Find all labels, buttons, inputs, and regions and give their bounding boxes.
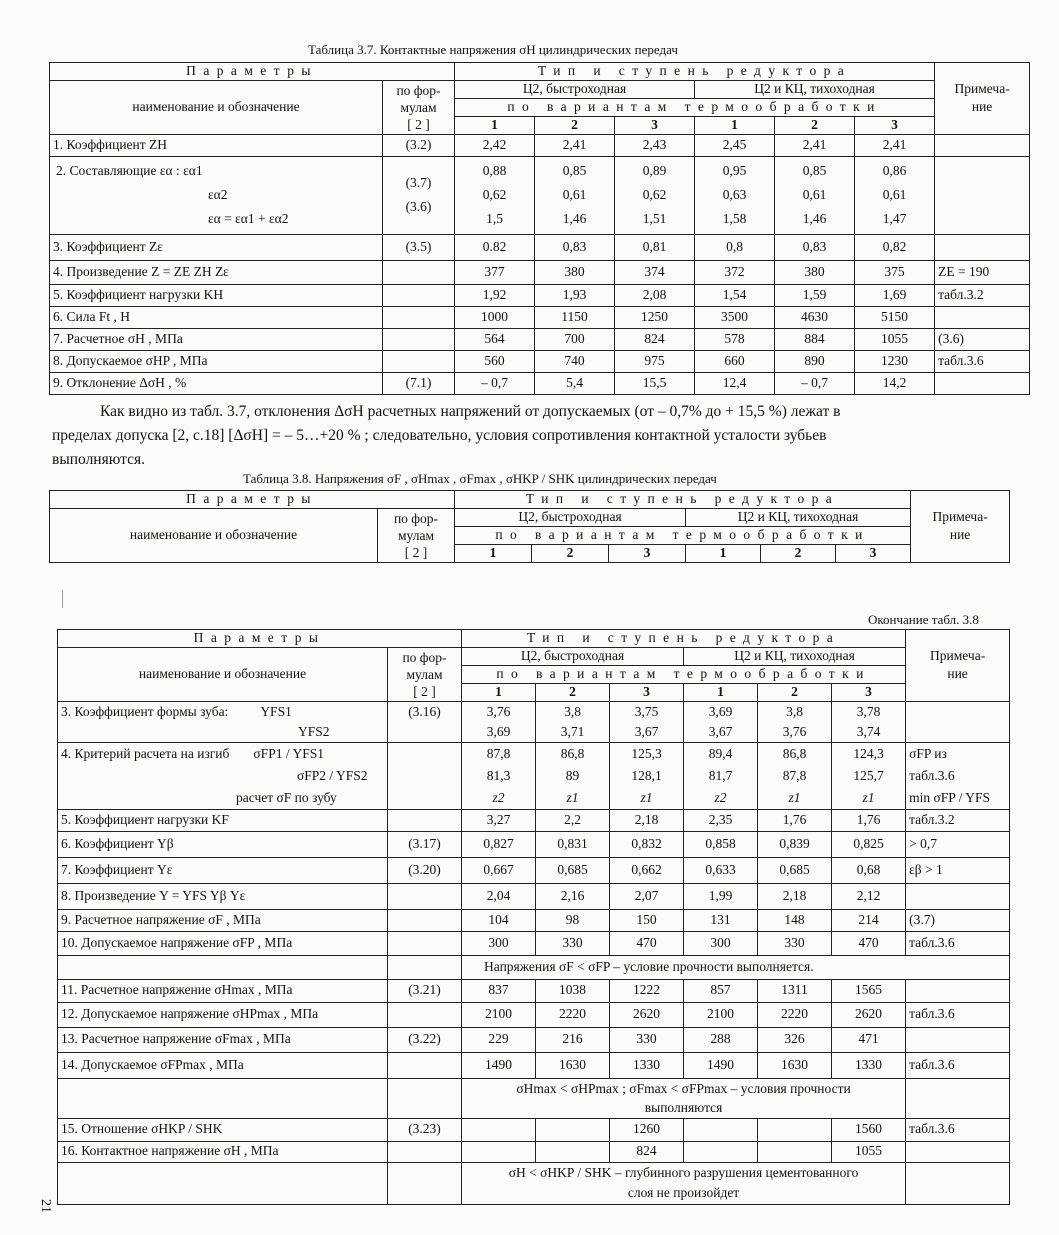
table-row: 6. Сила Ft , Н 1000 1150 1250 3500 4630 5150 [50, 306, 1030, 328]
table-row: 4. Произведение Z = ZE ZH Zε 377 380 374 372 380 375 ZE = 190 [50, 260, 1030, 284]
header-num: 2 [761, 544, 836, 562]
table-row: 10. Допускаемое напряжение σFP , МПа 300 330 470 300 330 470 табл.3.6 [58, 931, 1010, 955]
header-num: 3 [609, 544, 686, 562]
header-name: наименование и обозначение [50, 508, 378, 562]
table-row: 16. Контактное напряжение σH , МПа 824 1055 [58, 1141, 1010, 1162]
table-row: 12. Допускаемое напряжение σHPmax , МПа 2100 2220 2620 2100 2220 2620 табл.3.6 [58, 1002, 1010, 1027]
header-name: наименование и обозначение [58, 647, 388, 701]
header-fast: Ц2, быстроходная [462, 647, 684, 665]
table-row: 9. Расчетное напряжение σF , МПа 104 98 150 131 148 214 (3.7) [58, 909, 1010, 931]
table-row: 8. Допускаемое σHP , МПа 560 740 975 660 890 1230 табл.3.6 [50, 350, 1030, 372]
header-variants: по вариантам термообработки [455, 98, 935, 116]
table-row [58, 1162, 1010, 1204]
table-3-8-continuation-caption: Окончание табл. 3.8 [868, 612, 979, 627]
header-fast: Ц2, быстроходная [455, 508, 686, 526]
table-row: 4. Критерий расчета на изгиб σFP1 / YFS1 σFP2 / YFS2 расчет σF по зубу 87,8 81,3 z2 86,8 89 z1 125,3 128,1 z1 89,4 81,7 z2 86,8 87,8 z1 124,3 125,7 z1 σFP из табл.3.6 min σFP / YFS [58, 742, 1010, 809]
table-3-8-header [49, 490, 1010, 563]
table-row: 9. Отклонение ΔσH , % (7.1) – 0,7 5,4 15,5 12,4 – 0,7 14,2 [50, 372, 1030, 394]
header-slow: Ц2 и КЦ, тихоходная [684, 647, 906, 665]
header-num: 1 [684, 683, 758, 701]
header-num: 2 [536, 683, 610, 701]
header-slow: Ц2 и КЦ, тихоходная [686, 508, 911, 526]
table-row: 14. Допускаемое σFPmax , МПа 1490 1630 1330 1490 1630 1330 табл.3.6 [58, 1052, 1010, 1078]
table-row: 7. Расчетное σH , МПа 564 700 824 578 884 1055 (3.6) [50, 328, 1030, 350]
header-variants: по вариантам термообработки [462, 665, 906, 683]
table-row: 3. Коэффициент формы зуба: YFS1 YFS2 (3.16) 3,76 3,69 3,8 3,71 3,75 3,67 3,69 3,67 3,8 3,76 3,78 3,74 [58, 701, 1010, 742]
header-formula: по фор- мулам [ 2 ] [383, 80, 455, 134]
merged-note: σH < σHKP / SHK – глубинного разрушения цементованного слоя не произойдет [462, 1162, 906, 1204]
header-formula: по фор- мулам [ 2 ] [388, 647, 462, 701]
table-row: 8. Произведение Y = YFS Yβ Yε 2,04 2,16 2,07 1,99 2,18 2,12 [58, 883, 1010, 909]
header-type: Тип и ступень редуктора [455, 491, 911, 509]
header-num: 2 [775, 116, 855, 134]
table-row [58, 1078, 1010, 1118]
header-note: Примеча- ние [906, 630, 1010, 702]
table-row: 13. Расчетное напряжение σFmax , МПа (3.22) 229 216 330 288 326 471 [58, 1027, 1010, 1052]
header-num: 2 [532, 544, 609, 562]
table-3-7-caption: Таблица 3.7. Контактные напряжения σH цилиндрических передач [308, 42, 678, 57]
scan-mark [62, 590, 63, 608]
header-fast: Ц2, быстроходная [455, 80, 695, 98]
table-row: 3. Коэффициент Zε (3.5) 0.82 0,83 0,81 0,8 0,83 0,82 [50, 234, 1030, 260]
header-num: 3 [832, 683, 906, 701]
header-num: 1 [455, 116, 535, 134]
merged-note: Напряжения σF < σFP – условие прочности выполняется. [462, 955, 1010, 979]
header-name: наименование и обозначение [50, 80, 383, 134]
header-formula: по фор- мулам [ 2 ] [378, 508, 455, 562]
header-note: Примеча- ние [911, 491, 1010, 563]
merged-note: σHmax < σHPmax ; σFmax < σFPmax – условия прочности выполняются [462, 1078, 906, 1118]
header-params: Параметры [50, 63, 455, 81]
page-number: 21 [38, 1199, 53, 1213]
table-row: 5. Коэффициент нагрузки KF 3,27 2,2 2,18 2,35 1,76 1,76 табл.3.2 [58, 809, 1010, 831]
table-row: 6. Коэффициент Yβ (3.17) 0,827 0,831 0,832 0,858 0,839 0,825 > 0,7 [58, 831, 1010, 857]
header-type: Тип и ступень редуктора [455, 63, 935, 81]
table-3-8-caption: Таблица 3.8. Напряжения σF , σHmax , σFmax , σHKP / SHK цилиндрических передач [243, 471, 717, 486]
header-num: 1 [686, 544, 761, 562]
header-type: Тип и ступень редуктора [462, 630, 906, 648]
table-row: 2. Составляющие εα : εα1 εα2 εα = εα1 + εα2 (3.7) (3.6) 0,88 0,62 1,5 0,85 0,61 1,46 0,89 0,62 1,51 0,95 0,63 1,58 0,85 0,61 1,46 0,86 0,61 1,47 [50, 156, 1030, 234]
header-num: 3 [836, 544, 911, 562]
header-slow: Ц2 и КЦ, тихоходная [695, 80, 935, 98]
table-row: 11. Расчетное напряжение σHmax , МПа (3.21) 837 1038 1222 857 1311 1565 [58, 979, 1010, 1002]
header-params: Параметры [50, 491, 455, 509]
header-num: 2 [758, 683, 832, 701]
header-num: 3 [615, 116, 695, 134]
header-note: Примеча- ние [935, 63, 1030, 135]
table-row: 5. Коэффициент нагрузки KH 1,92 1,93 2,08 1,54 1,59 1,69 табл.3.2 [50, 284, 1030, 306]
table-3-8 [57, 629, 1010, 1205]
table-row: 15. Отношение σHKP / SHK (3.23) 1260 1560 табл.3.6 [58, 1118, 1010, 1141]
table-row: 1. Коэффициент ZH (3.2) 2,42 2,41 2,43 2,45 2,41 2,41 [50, 134, 1030, 156]
header-params: Параметры [58, 630, 462, 648]
header-num: 1 [462, 683, 536, 701]
header-variants: по вариантам термообработки [455, 526, 911, 544]
header-num: 1 [455, 544, 532, 562]
header-num: 1 [695, 116, 775, 134]
header-num: 3 [855, 116, 935, 134]
header-num: 2 [535, 116, 615, 134]
table-row [58, 955, 1010, 979]
table-row: 7. Коэффициент Yε (3.20) 0,667 0,685 0,662 0,633 0,685 0,68 εβ > 1 [58, 857, 1010, 883]
header-num: 3 [610, 683, 684, 701]
body-paragraph: Как видно из табл. 3.7, отклонения ΔσH расчетных напряжений от допускаемых (от – 0,7% до + 15,5 %) лежат в пределах допуска [2, с.18] [ΔσH] = – 5…+20 % ; следовательно, условия сопротивления контактной усталости зубьев выполняются. [52, 403, 841, 468]
table-3-7 [49, 62, 1030, 395]
